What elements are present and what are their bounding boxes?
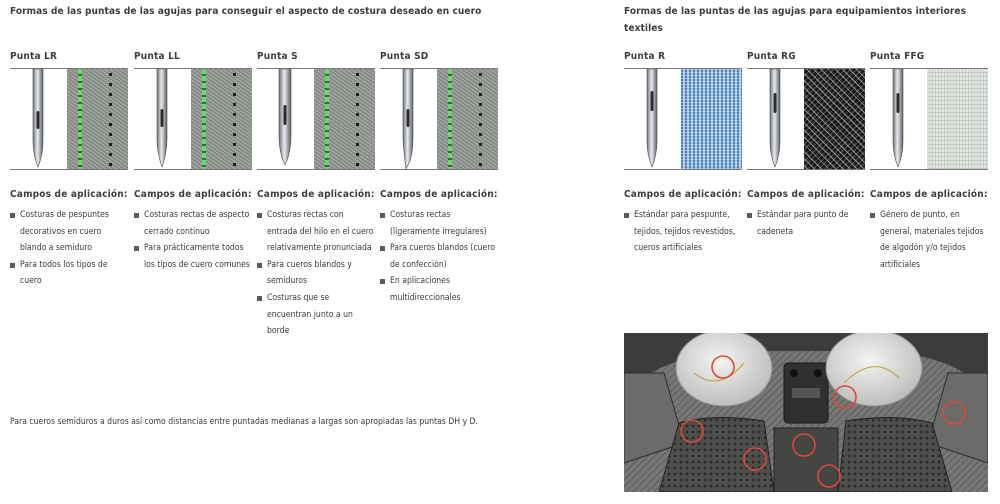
application-list	[747, 207, 865, 240]
application-heading: Campos de aplicación:	[10, 189, 128, 200]
leather-stitch-sample	[67, 69, 128, 169]
needle-icon	[870, 69, 927, 169]
list-item: Costuras que se encuentran junto a un borde	[257, 290, 375, 340]
needle-point-image	[257, 68, 375, 170]
leather-stitch-sample	[314, 69, 375, 169]
fabric-sample	[681, 69, 742, 169]
list-item: Estándar para punto de cadeneta	[747, 207, 865, 240]
needle-icon	[257, 69, 314, 169]
application-list	[257, 207, 375, 340]
application-list	[624, 207, 742, 257]
application-list	[10, 207, 128, 290]
leather-note: Para cueros semiduros a duros así como distancias entre puntadas medianas a largas son apropiadas las puntas DH y D.	[10, 417, 478, 427]
car-interior-image	[624, 333, 988, 492]
fabric-sample	[927, 69, 988, 169]
application-list	[380, 207, 498, 307]
list-item: Costuras rectas de aspecto cerrado continuo	[134, 207, 252, 240]
needle-point-image	[747, 68, 865, 170]
application-list	[870, 207, 988, 273]
application-heading: Campos de aplicación:	[380, 189, 498, 200]
application-list	[134, 207, 252, 273]
needle-point-image	[134, 68, 252, 170]
list-item: En aplicaciones multidireccionales	[380, 273, 498, 306]
needle-column-ll	[134, 50, 252, 273]
list-item: Género de punto, en general, materiales tejidos de algodón y/o tejidos artificiales	[870, 207, 988, 273]
leather-stitch-sample	[191, 69, 252, 169]
needle-column-r	[624, 50, 742, 257]
list-item: Costuras rectas con entrada del hilo en el cuero relativamente pronunciada	[257, 207, 375, 257]
needle-icon	[624, 69, 681, 169]
list-item: Para prácticamente todos los tipos de cuero comunes	[134, 240, 252, 273]
application-heading: Campos de aplicación:	[747, 189, 865, 200]
needle-column-s	[257, 50, 375, 340]
needle-icon	[10, 69, 67, 169]
needle-point-image	[380, 68, 498, 170]
needle-point-label: Punta S	[257, 51, 298, 62]
needle-column-lr	[10, 50, 128, 290]
list-item: Para cueros blandos (cuero de confección)	[380, 240, 498, 273]
list-item: Costuras rectas (ligeramente irregulares)	[380, 207, 498, 240]
needle-point-label: Punta LR	[10, 51, 58, 62]
application-heading: Campos de aplicación:	[870, 189, 988, 200]
list-item: Costuras de pespuntes decorativos en cuero blando a semiduro	[10, 207, 128, 257]
list-item: Estándar para pespunte, tejidos, tejidos revestidos, cueros artificiales	[624, 207, 742, 257]
application-heading: Campos de aplicación:	[134, 189, 252, 200]
needle-point-label: Punta FFG	[870, 51, 925, 62]
needle-point-image	[870, 68, 988, 170]
needle-point-image	[10, 68, 128, 170]
leather-section-title: Formas de las puntas de las agujas para conseguir el aspecto de costura deseado en cuero	[10, 6, 482, 17]
textile-section-title: Formas de las puntas de las agujas para equipamientos interiores textiles	[624, 6, 967, 34]
list-item: Para cueros blandos y semiduros	[257, 257, 375, 290]
application-heading: Campos de aplicación:	[257, 189, 375, 200]
needle-column-rg	[747, 50, 865, 240]
needle-point-label: Punta SD	[380, 51, 429, 62]
leather-stitch-sample	[437, 69, 498, 169]
needle-point-image	[624, 68, 742, 170]
list-item: Para todos los tipos de cuero	[10, 257, 128, 290]
needle-icon	[747, 69, 804, 169]
needle-column-ffg	[870, 50, 988, 273]
car-interior-illustration	[624, 333, 988, 492]
needle-point-label: Punta RG	[747, 51, 796, 62]
application-heading: Campos de aplicación:	[624, 189, 742, 200]
needle-icon	[134, 69, 191, 169]
needle-point-label: Punta R	[624, 51, 666, 62]
needle-point-label: Punta LL	[134, 51, 180, 62]
fabric-sample	[804, 69, 865, 169]
needle-icon	[380, 69, 437, 169]
needle-column-sd	[380, 50, 498, 307]
